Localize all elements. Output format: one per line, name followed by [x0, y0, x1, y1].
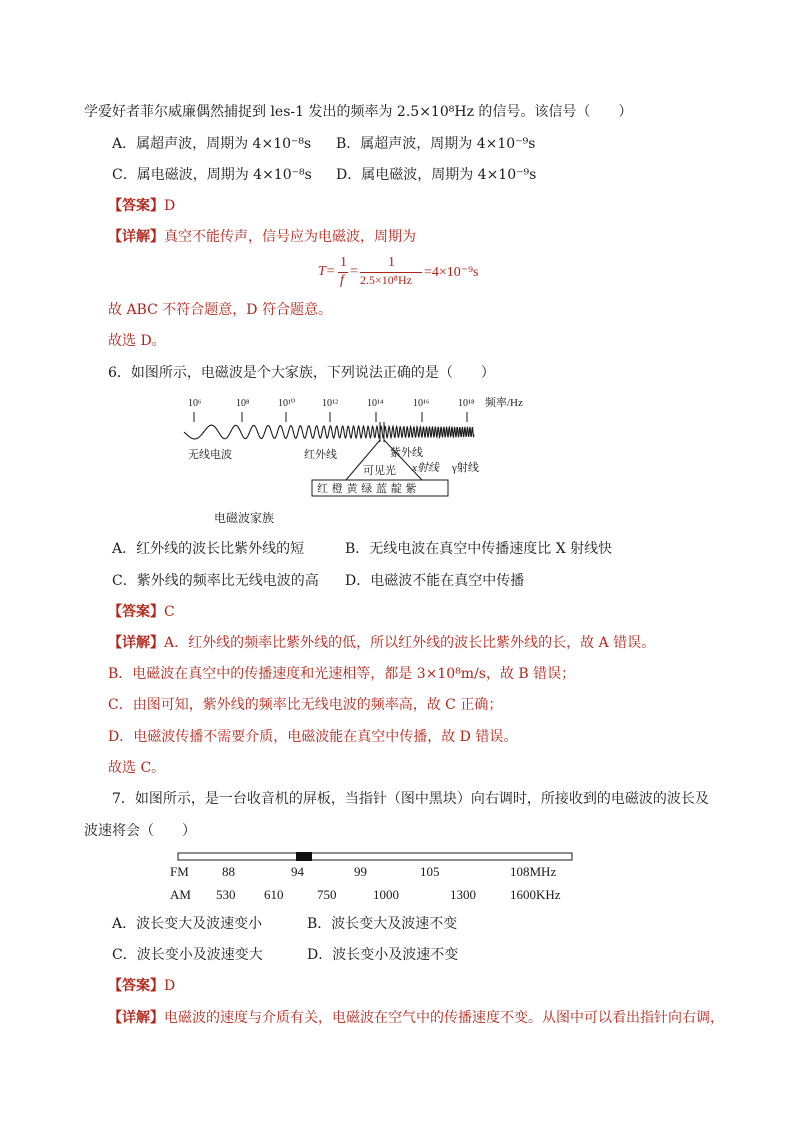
am-value: 610 — [264, 887, 284, 902]
wave-curve — [184, 425, 474, 439]
q7-detail — [108, 1008, 724, 1028]
answer-tag: 【答案】 — [108, 978, 164, 994]
detail-text: A．红外线的频率比紫外线的低，所以红外线的波长比紫外线的长，故 A 错误。 — [164, 635, 656, 651]
q5-option-c: C．属电磁波，周期为 4×10⁻⁸s — [112, 167, 312, 183]
detail-text: 真空不能传声，信号应为电磁波，周期为 — [164, 229, 416, 245]
dial-pointer — [296, 852, 312, 861]
q7-option-d: D．波长变小及波速不变 — [307, 947, 459, 963]
tick-label: 10¹⁴ — [367, 398, 384, 409]
fm-value: 94 — [291, 864, 304, 879]
formula-den2: 2.5×10⁸Hz — [360, 273, 412, 287]
fm-value: 88 — [222, 864, 235, 879]
q6-answer — [108, 602, 175, 622]
q6-stem: 6．如图所示，电磁波是个大家族，下列说法正确的是（ ） — [108, 365, 495, 381]
am-value: 1300 — [450, 887, 476, 902]
radio-label: 无线电波 — [188, 449, 232, 461]
q7-option-b: B．波长变大及波速不变 — [307, 916, 458, 932]
formula-lhs: T= — [318, 264, 336, 279]
q7-stem-line-1: 7．如图所示，是一台收音机的屏板，当指针（图中黑块）向右调时，所接收到的电磁波的波长及 — [112, 791, 709, 807]
fm-value: 108MHz — [510, 864, 557, 879]
q6-option-a: A．红外线的波长比紫外线的短 — [112, 541, 305, 557]
formula-den1: f — [340, 273, 344, 288]
q5-detail — [108, 227, 416, 247]
detail-tag: 【详解】 — [108, 635, 164, 651]
answer-value: D — [164, 978, 176, 994]
answer-tag: 【答案】 — [108, 198, 164, 214]
q6-option-c: C．紫外线的频率比无线电波的高 — [112, 573, 319, 589]
q5-stem: 学爱好者菲尔威廉偶然捕捉到 les-1 发出的频率为 2.5×10⁸Hz 的信号。该信号（ ） — [84, 104, 633, 120]
visible-colors: 红 橙 黄 绿 蓝 靛 紫 — [317, 483, 417, 495]
am-value: 1600KHz — [510, 887, 561, 902]
period-formula: T= 1 f = 1 2.5×10⁸Hz =4×10⁻⁹s — [318, 255, 479, 288]
answer-tag: 【答案】 — [108, 604, 164, 620]
tick-label: 10¹⁰ — [278, 398, 296, 409]
q7-option-a: A．波长变大及波速变小 — [112, 916, 263, 932]
am-label: AM — [170, 887, 191, 902]
infrared-label: 红外线 — [304, 449, 337, 461]
radio-dial-figure — [170, 848, 580, 904]
tick-label: 10¹⁶ — [413, 398, 430, 409]
q5-detail-2: 故 ABC 不符合题意，D 符合题意。 — [108, 302, 332, 318]
formula-rhs: =4×10⁻⁹s — [424, 265, 479, 280]
am-value: 1000 — [373, 887, 399, 902]
xray-label: x射线 — [412, 462, 439, 474]
tick-label: 10¹² — [322, 398, 338, 409]
answer-value: C — [164, 604, 175, 620]
am-value: 530 — [216, 887, 236, 902]
q5-option-b: B．属超声波，周期为 4×10⁻⁹s — [336, 136, 536, 152]
freq-axis-label: 频率/Hz — [485, 397, 523, 409]
q6-detail-a — [108, 633, 655, 653]
q5-option-a: A．属超声波，周期为 4×10⁻⁸s — [112, 136, 312, 152]
fm-value: 105 — [420, 864, 440, 879]
q6-detail-d: D．电磁波传播不需要介质，电磁波能在真空中传播，故 D 错误。 — [108, 729, 518, 745]
am-value: 750 — [317, 887, 337, 902]
q6-option-b: B．无线电波在真空中传播速度比 X 射线快 — [345, 541, 613, 557]
tick-label: 10⁶ — [188, 398, 202, 409]
q6-option-d: D．电磁波不能在真空中传播 — [345, 573, 525, 589]
formula-num2: 1 — [388, 255, 395, 270]
detail-text: 电磁波的速度与介质有关，电磁波在空气中的传播速度不变。从图中可以看出指针向右调， — [164, 1010, 724, 1026]
q7-answer — [108, 976, 175, 996]
q7-stem-line-2: 波速将会（ ） — [84, 823, 196, 839]
detail-tag: 【详解】 — [108, 229, 164, 245]
q7-option-c: C．波长变小及波速变大 — [112, 947, 263, 963]
tick-label: 10¹⁸ — [458, 398, 475, 409]
answer-value: D — [164, 198, 176, 214]
fm-label: FM — [170, 864, 189, 879]
q5-option-d: D．属电磁波，周期为 4×10⁻⁹s — [336, 167, 537, 183]
detail-tag: 【详解】 — [108, 1010, 164, 1026]
fm-value: 99 — [354, 864, 367, 879]
q5-conclusion: 故选 D。 — [108, 333, 166, 349]
q6-conclusion: 故选 C。 — [108, 760, 166, 776]
q6-detail-b: B．电磁波在真空中的传播速度和光速相等，都是 3×10⁸m/s，故 B 错误； — [108, 666, 576, 682]
visible-label: 可见光 — [363, 465, 396, 477]
ultraviolet-label: 紫外线 — [390, 447, 423, 459]
q6-detail-c: C．由图可知，紫外线的频率比无线电波的频率高，故 C 正确； — [108, 697, 503, 713]
em-spectrum-figure — [180, 392, 540, 502]
formula-num1: 1 — [340, 255, 347, 270]
q5-answer — [108, 196, 175, 216]
tick-label: 10⁸ — [236, 398, 250, 409]
figure-caption: 电磁波家族 — [214, 511, 275, 525]
gamma-label: γ射线 — [452, 462, 479, 474]
